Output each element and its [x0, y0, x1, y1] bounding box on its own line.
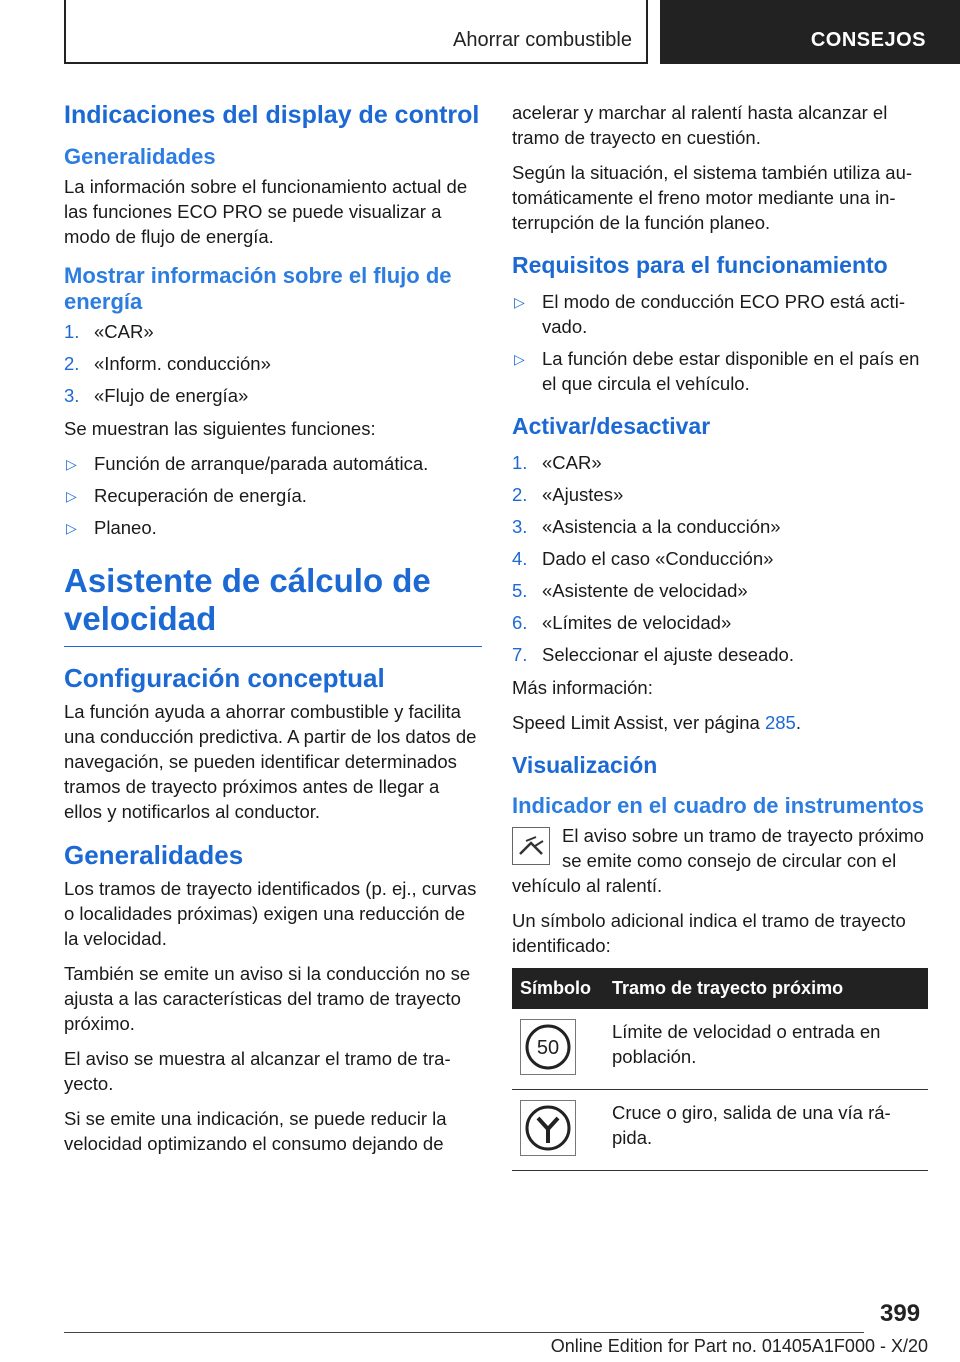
triangle-bullet-icon: ▷ — [66, 488, 77, 504]
triangle-bullet-icon: ▷ — [66, 456, 77, 472]
heading-visualizacion: Visualización — [512, 752, 658, 778]
page-number: 399 — [880, 1300, 921, 1327]
table-row — [512, 1009, 928, 1090]
list-item: 3. «Asistencia a la conducción» — [512, 516, 781, 537]
intersection-icon — [520, 1100, 576, 1156]
header-chapter-title: CONSEJOS — [810, 29, 926, 51]
right-column — [512, 100, 928, 1171]
triangle-bullet-icon: ▷ — [66, 520, 77, 536]
list-item: 2. «Inform. conducción» — [64, 353, 271, 374]
steps-flujo — [64, 319, 482, 408]
triangle-bullet-icon: ▷ — [514, 294, 525, 310]
paragraph-aviso: El aviso sobre un tramo de trayecto próximo se emite como consejo de circular con el vehículo al ralentí. — [512, 825, 924, 896]
list-item: 5. «Asistente de velocidad» — [512, 580, 748, 601]
bullets-funciones — [64, 451, 482, 540]
heading-requisitos: Requisitos para el funcionamiento — [512, 252, 888, 278]
table-cell-desc: Cruce o giro, salida de una vía rápida. — [604, 1090, 928, 1171]
list-item: 1. «CAR» — [64, 321, 154, 342]
paragraph-mas-info: Más información: — [512, 677, 653, 698]
paragraph-generalidades-2b: También se emite un aviso si la conducción no se ajusta a las características del tramo de trayecto próximo. — [64, 963, 471, 1034]
speed-limit-icon — [520, 1019, 576, 1075]
list-item: ▷ Planeo. — [64, 515, 482, 540]
heading-configuracion: Configuración conceptual — [64, 663, 385, 693]
heading-activar: Activar/desactivar — [512, 413, 711, 439]
paragraph-simbolo: Un símbolo adicional indica el tramo de trayecto identificado: — [512, 910, 906, 956]
list-item: 1. «CAR» — [512, 452, 602, 473]
list-item: 2. «Ajustes» — [512, 484, 624, 505]
paragraph-generalidades-2c: El aviso se muestra al alcanzar el tramo de trayecto. — [64, 1048, 451, 1094]
bullets-requisitos — [512, 289, 928, 396]
list-item: 7. Seleccionar el ajuste deseado. — [512, 644, 794, 665]
paragraph-generalidades-1: La información sobre el funcionamiento actual de las funciones ECO PRO se puede visualizar a modo de flujo de energía. — [64, 176, 468, 247]
paragraph-generalidades-2a: Los tramos de trayecto identificados (p. ej., curvas o localidades próximas) exigen una reducción de la velocidad. — [64, 878, 477, 949]
list-item: ▷ Función de arranque/parada automática. — [64, 451, 482, 476]
list-item: ▷ El modo de conducción ECO PRO está activado. — [514, 291, 905, 337]
footer-divider — [64, 1332, 864, 1333]
table-cell-desc: Límite de velocidad o entrada en población. — [604, 1009, 928, 1090]
left-column — [64, 100, 482, 1166]
symbols-table — [512, 968, 928, 1171]
column-header-tramo: Tramo de trayecto próximo — [604, 968, 928, 1009]
header-chapter-tab — [660, 0, 960, 64]
chapter-title: Asistente de cálculo de velocidad — [64, 562, 482, 647]
heading-indicador: Indicador en el cuadro de instrumentos — [512, 793, 924, 818]
paragraph-muestran: Se muestran las siguientes funciones: — [64, 418, 376, 439]
header-section-title: Ahorrar combustible — [453, 29, 632, 51]
footer-edition: Online Edition for Part no. 01405A1F000 - X/20 — [550, 1336, 928, 1356]
list-item: 3. «Flujo de energía» — [64, 385, 249, 406]
column-header-symbol: Símbolo — [512, 968, 604, 1009]
paragraph-segun: Según la situación, el sistema también utiliza automáticamente el freno motor mediante una interrupción de la función planeo. — [512, 162, 913, 233]
paragraph-continuation: acelerar y marchar al ralentí hasta alcanzar el tramo de trayecto en cuestión. — [512, 102, 888, 148]
curve-road-icon — [512, 827, 550, 865]
aviso-block — [512, 823, 928, 898]
list-item: ▷ Recuperación de energía. — [64, 483, 482, 508]
header-section-box — [64, 0, 648, 64]
speed-limit-value: 50 — [536, 1037, 560, 1059]
heading-mostrar-flujo: Mostrar información sobre el flujo de energía — [64, 263, 452, 314]
heading-display: Indicaciones del display de control — [64, 101, 480, 129]
list-item: 6. «Límites de velocidad» — [512, 612, 732, 633]
table-row — [512, 1090, 928, 1171]
page-link[interactable]: 285 — [764, 712, 796, 733]
heading-generalidades-1: Generalidades — [64, 144, 216, 169]
paragraph-speed-limit: Speed Limit Assist, ver página 285. — [512, 712, 801, 733]
paragraph-configuracion: La función ayuda a ahorrar combustible y facilita una conducción predictiva. A partir de los datos de navegación, se pueden identificar determinados tramos de trayecto próximos antes de llegar a ellos y notificarlos al conductor. — [64, 701, 477, 822]
list-item: 4. Dado el caso «Conducción» — [512, 548, 774, 569]
list-item: ▷ La función debe estar disponible en el país en el que circula el vehículo. — [514, 348, 920, 394]
triangle-bullet-icon: ▷ — [514, 351, 525, 367]
heading-generalidades-2: Generalidades — [64, 840, 244, 870]
paragraph-generalidades-2d: Si se emite una indicación, se puede reducir la velocidad optimizando el consumo dejando de — [64, 1108, 447, 1154]
steps-activar — [512, 450, 928, 667]
